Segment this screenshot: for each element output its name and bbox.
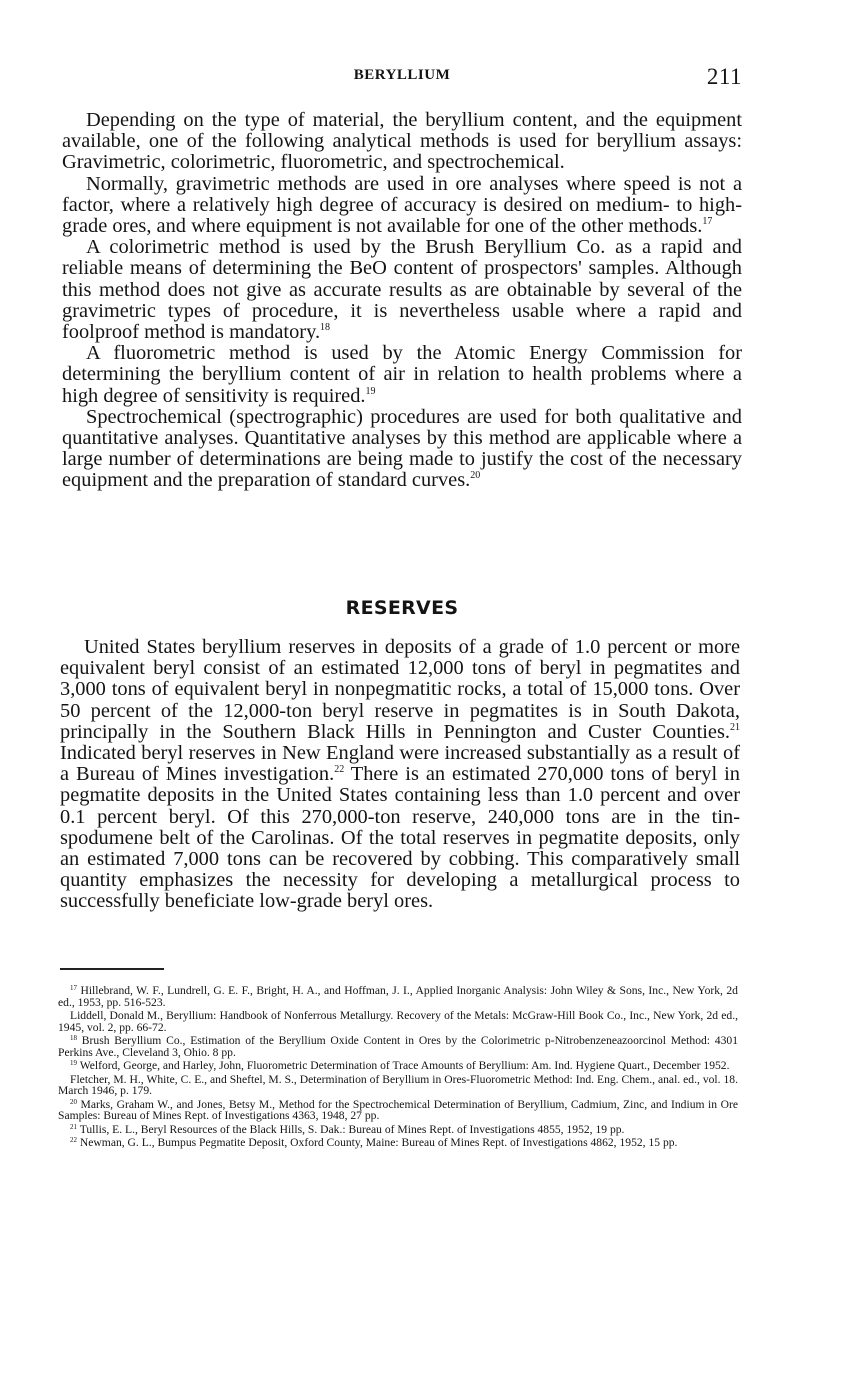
paragraph-text: Normally, gravimetric methods are used in ore analyses where speed is not a factor, where a relatively high degree of accuracy is desired on medium- to high-grade ores, and where equipment is not available for one of the other methods. bbox=[62, 172, 742, 238]
section-heading-reserves: RESERVES bbox=[345, 597, 459, 619]
footnote bbox=[58, 1074, 738, 1097]
running-header bbox=[60, 64, 744, 90]
paragraph bbox=[62, 237, 742, 343]
footnote-number: 22 bbox=[70, 1136, 77, 1144]
paragraph-text: A colorimetric method is used by the Brush Beryllium Co. as a rapid and reliable means of determining the BeO content of prospectors' samples. Although this method does not give as accurate results as are obtainable by several of the gravimetric types of procedure, it is nevertheless usable where a rapid and foolproof method is mandatory. bbox=[62, 236, 742, 344]
footnote bbox=[58, 985, 738, 1008]
paragraph-text: Depending on the type of material, the beryllium content, and the equipment available, one of the following analytical methods is used for beryllium assays: Gravimetric, colorimetric, fluorometric, and spectrochemical. bbox=[62, 109, 742, 174]
footnote-ref: 20 bbox=[470, 470, 481, 482]
footnote bbox=[58, 1099, 738, 1122]
paragraph-text: There is an estimated 270,000 tons of beryl in pegmatite deposits in the United States containing less than 1.0 percent and over 0.1 percent beryl. Of this 270,000-ton reserve, 240,000 tons are in the tin-spodumene belt of the Carolinas. Of the total reserves in pegmatite deposits, only an estimated 7,000 tons can be recovered by cobbing. This comparatively small quantity emphasizes the necessity for developing a metallurgical process to successfully beneficiate low-grade beryl ores. bbox=[60, 763, 740, 913]
footnote-ref: 18 bbox=[320, 322, 331, 334]
footnote bbox=[58, 1035, 738, 1058]
footnote-number: 21 bbox=[70, 1122, 77, 1131]
paragraph-text: United States beryllium reserves in deposits of a grade of 1.0 percent or more equivalent beryl consist of an estimated 12,000 tons of beryl in pegmatites and 3,000 tons of equivalent beryl in nonpegmatitic rocks, a total of 15,000 tons. Over 50 percent of the 12,000-ton beryl reserve in pegmatites is in South Dakota, principally in the Southern Black Hills in Pennington and Custer Counties. bbox=[60, 636, 740, 743]
footnote-text: Fletcher, M. H., White, C. E., and Sheftel, M. S., Determination of Beryllium in Ores-Fluorometric Method: Ind. Eng. Chem., anal. ed., vol. 18. March 1946, p. 179. bbox=[58, 1072, 738, 1097]
paragraph bbox=[62, 174, 742, 238]
footnote-text: Hillebrand, W. F., Lundrell, G. E. F., Bright, H. A., and Hoffman, J. I., Applied Inorganic Analysis: John Wiley & Sons, Inc., New York, 2d ed., 1953, pp. 516-523. bbox=[58, 984, 738, 1009]
footnote-number: 18 bbox=[70, 1034, 77, 1042]
paragraph-text: Indicated beryl reserves in New England were increased substantially as a result of a Bureau of Mines investigation. bbox=[60, 742, 740, 786]
footnote-ref: 22 bbox=[334, 764, 345, 776]
running-title: BERYLLIUM bbox=[353, 67, 451, 83]
footnote-text: Brush Beryllium Co., Estimation of the Beryllium Oxide Content in Ores by the Colorimetric p-Nitrobenzeneazoorcinol Method: 4301 Perkins Ave., Cleveland 3, Ohio. 8 pp. bbox=[58, 1034, 738, 1059]
paragraph bbox=[62, 407, 742, 492]
footnote-ref: 17 bbox=[702, 216, 713, 228]
footnote-text: Newman, G. L., Bumpus Pegmatite Deposit, Oxford County, Maine: Bureau of Mines Rept. of Investigations 4862, 1952, 15 pp. bbox=[79, 1136, 678, 1149]
footnote bbox=[58, 1124, 738, 1136]
footnote bbox=[58, 1060, 738, 1072]
footnote-text: Tullis, E. L., Beryl Resources of the Black Hills, S. Dak.: Bureau of Mines Rept. of Investigations 4855, 1952, 19 pp. bbox=[79, 1122, 625, 1136]
footnote-text: Welford, George, and Harley, John, Fluorometric Determination of Trace Amounts of Beryllium: Am. Ind. Hygiene Quart., December 1952. bbox=[79, 1059, 730, 1072]
analytical-methods-section bbox=[62, 110, 742, 492]
paragraph bbox=[62, 343, 742, 407]
paragraph bbox=[62, 110, 742, 174]
paragraph-text: A fluorometric method is used by the Atomic Energy Commission for determining the beryllium content of air in relation to health problems where a high degree of sensitivity is required. bbox=[62, 342, 742, 407]
paragraph-text: Spectrochemical (spectrographic) procedures are used for both qualitative and quantitative analyses. Quantitative analyses by this method are applicable where a large number of determinations are being made to justify the cost of the necessary equipment and the preparation of standard curves. bbox=[62, 405, 742, 492]
footnote bbox=[58, 1137, 738, 1149]
footnote-text: Liddell, Donald M., Beryllium: Handbook of Nonferrous Metallurgy. Recovery of the Metals: McGraw-Hill Book Co., Inc., New York, 2d ed., 1945, vol. 2, pp. 66-72. bbox=[58, 1009, 738, 1034]
footnote bbox=[58, 1010, 738, 1033]
footnote-text: Marks, Graham W., and Jones, Betsy M., Method for the Spectrochemical Determination of Beryllium, Cadmium, Zinc, and Indium in Ore Samples: Bureau of Mines Rept. of Investigations 4363, 1948, 27 pp. bbox=[58, 1097, 738, 1122]
page-number: 211 bbox=[706, 64, 742, 89]
footnotes bbox=[58, 985, 738, 1151]
footnote-ref: 21 bbox=[730, 721, 740, 733]
footnote-ref: 19 bbox=[365, 385, 376, 397]
footnote-number: 19 bbox=[70, 1059, 77, 1067]
paragraph bbox=[60, 637, 740, 913]
footnote-number: 17 bbox=[70, 984, 77, 992]
reserves-section bbox=[60, 637, 740, 913]
footnote-divider bbox=[60, 968, 164, 970]
footnote-number: 20 bbox=[70, 1097, 77, 1106]
